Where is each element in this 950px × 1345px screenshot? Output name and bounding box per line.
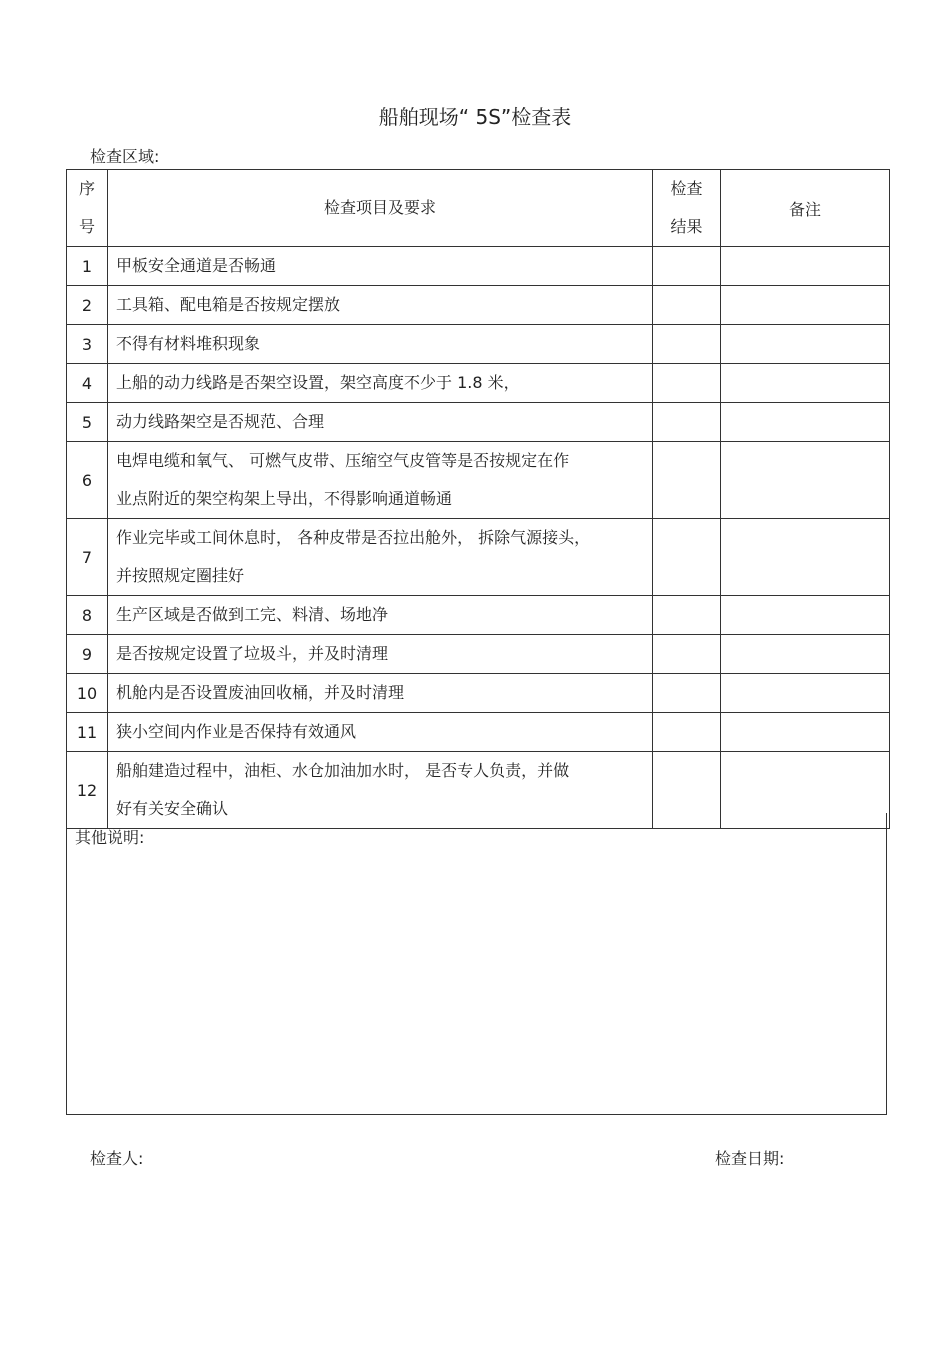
result-cell[interactable] bbox=[653, 442, 721, 519]
check-item-text: 狭小空间内作业是否保持有效通风 bbox=[116, 722, 357, 741]
note-cell[interactable] bbox=[721, 596, 890, 635]
table-row bbox=[67, 325, 890, 364]
row-number: 12 bbox=[67, 752, 108, 829]
other-notes-label: 其他说明: bbox=[75, 828, 145, 847]
check-item-text: 甲板安全通道是否畅通 bbox=[116, 256, 277, 275]
inspection-area-label: 检查区域: bbox=[90, 147, 160, 166]
check-item bbox=[108, 519, 653, 596]
check-item bbox=[108, 713, 653, 752]
note-cell[interactable] bbox=[721, 403, 890, 442]
header-result bbox=[653, 170, 721, 247]
check-item-text: 机舱内是否设置废油回收桶，并及时清理 bbox=[116, 683, 405, 702]
header-result-line2: 结果 bbox=[670, 217, 703, 236]
table-row bbox=[67, 635, 890, 674]
header-item: 检查项目及要求 bbox=[108, 170, 653, 247]
check-item bbox=[108, 403, 653, 442]
result-cell[interactable] bbox=[653, 325, 721, 364]
note-cell[interactable] bbox=[721, 635, 890, 674]
checklist-table bbox=[66, 169, 890, 829]
note-cell[interactable] bbox=[721, 325, 890, 364]
check-item bbox=[108, 674, 653, 713]
note-cell[interactable] bbox=[721, 713, 890, 752]
header-no bbox=[67, 170, 108, 247]
check-item-text: 不得有材料堆积现象 bbox=[116, 334, 261, 353]
row-number: 4 bbox=[67, 364, 108, 403]
result-cell[interactable] bbox=[653, 286, 721, 325]
check-item-text: 并按照规定圈挂好 bbox=[116, 566, 245, 585]
check-item-text: 生产区域是否做到工完、料清、场地净 bbox=[116, 605, 389, 624]
check-item bbox=[108, 442, 653, 519]
check-item bbox=[108, 286, 653, 325]
check-item bbox=[108, 325, 653, 364]
header-no-line1: 序 bbox=[78, 179, 95, 198]
table-row bbox=[67, 403, 890, 442]
check-item-text: 业点附近的架空构架上导出，不得影响通道畅通 bbox=[116, 489, 453, 508]
result-cell[interactable] bbox=[653, 635, 721, 674]
note-cell[interactable] bbox=[721, 247, 890, 286]
result-cell[interactable] bbox=[653, 403, 721, 442]
other-notes-box[interactable] bbox=[66, 813, 887, 1115]
row-number: 8 bbox=[67, 596, 108, 635]
table-row bbox=[67, 519, 890, 596]
note-cell[interactable] bbox=[721, 442, 890, 519]
header-no-line2: 号 bbox=[78, 217, 95, 236]
table-row bbox=[67, 596, 890, 635]
check-item-text: 好有关安全确认 bbox=[116, 799, 229, 818]
inspection-date-label: 检查日期: bbox=[715, 1149, 785, 1168]
check-item bbox=[108, 364, 653, 403]
table-row bbox=[67, 674, 890, 713]
check-item-text: 作业完毕或工间休息时， 各种皮带是否拉出舱外， 拆除气源接头， bbox=[116, 528, 591, 547]
inspector-label: 检查人: bbox=[90, 1149, 144, 1168]
check-item-text: 是否按规定设置了垃圾斗，并及时清理 bbox=[116, 644, 389, 663]
header-note: 备注 bbox=[721, 170, 890, 247]
result-cell[interactable] bbox=[653, 674, 721, 713]
check-item-text: 电焊电缆和氧气、 可燃气皮带、压缩空气皮管等是否按规定在作 bbox=[116, 451, 570, 470]
check-item bbox=[108, 247, 653, 286]
result-cell[interactable] bbox=[653, 364, 721, 403]
row-number: 2 bbox=[67, 286, 108, 325]
table-row bbox=[67, 364, 890, 403]
result-cell[interactable] bbox=[653, 596, 721, 635]
note-cell[interactable] bbox=[721, 364, 890, 403]
row-number: 11 bbox=[67, 713, 108, 752]
result-cell[interactable] bbox=[653, 713, 721, 752]
row-number: 5 bbox=[67, 403, 108, 442]
note-cell[interactable] bbox=[721, 674, 890, 713]
row-number: 7 bbox=[67, 519, 108, 596]
check-item-text: 工具箱、配电箱是否按规定摆放 bbox=[116, 295, 341, 314]
table-row bbox=[67, 713, 890, 752]
table-row bbox=[67, 247, 890, 286]
page-title: 船舶现场“ 5S”检查表 bbox=[378, 105, 572, 129]
result-cell[interactable] bbox=[653, 247, 721, 286]
row-number: 9 bbox=[67, 635, 108, 674]
note-cell[interactable] bbox=[721, 286, 890, 325]
row-number: 1 bbox=[67, 247, 108, 286]
table-row bbox=[67, 442, 890, 519]
row-number: 3 bbox=[67, 325, 108, 364]
table-row bbox=[67, 286, 890, 325]
check-item bbox=[108, 596, 653, 635]
result-cell[interactable] bbox=[653, 519, 721, 596]
check-item-text: 船舶建造过程中，油柜、水仓加油加水时， 是否专人负责，并做 bbox=[116, 761, 570, 780]
check-item bbox=[108, 635, 653, 674]
table-header-row bbox=[67, 170, 890, 247]
check-item-text: 上船的动力线路是否架空设置，架空高度不少于 1.8 米， bbox=[116, 373, 520, 392]
row-number: 10 bbox=[67, 674, 108, 713]
header-result-line1: 检查 bbox=[670, 179, 703, 198]
row-number: 6 bbox=[67, 442, 108, 519]
check-item-text: 动力线路架空是否规范、合理 bbox=[116, 412, 325, 431]
note-cell[interactable] bbox=[721, 519, 890, 596]
